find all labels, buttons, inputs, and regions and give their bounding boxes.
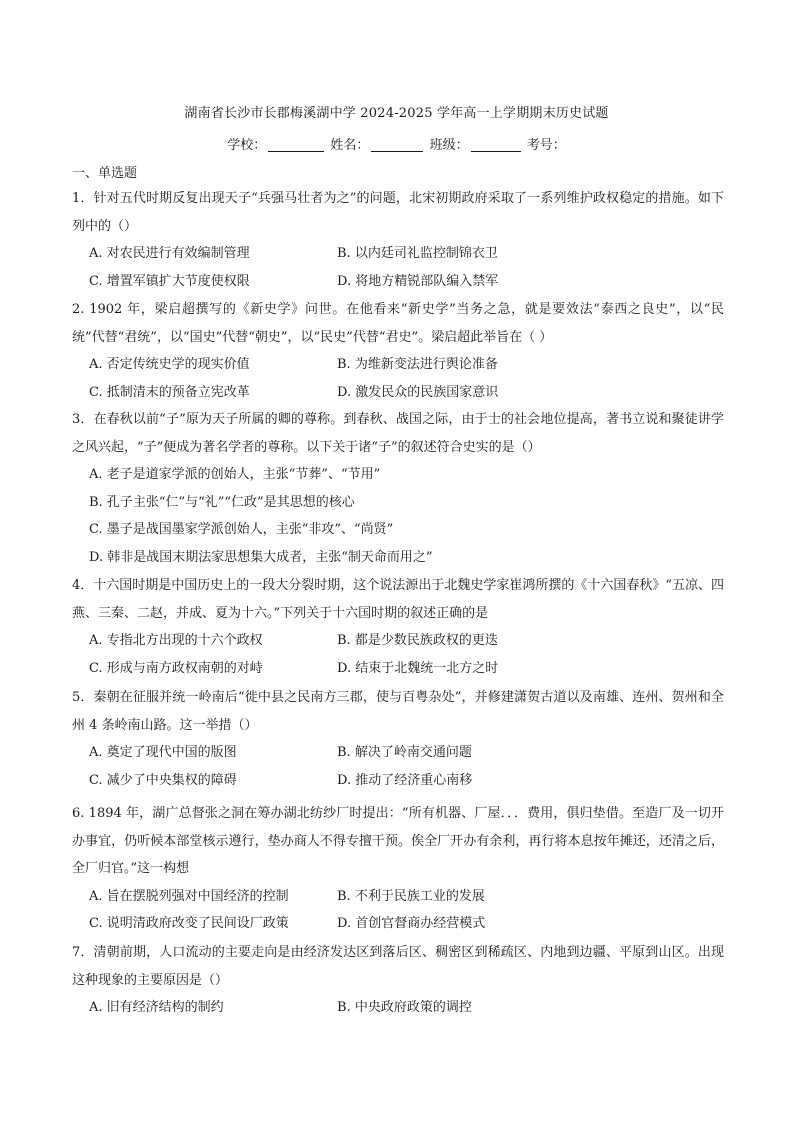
option-group [89,627,724,682]
option-c[interactable]: C. 减少了中央集权的障碍 [89,772,237,788]
question-2 [72,296,724,406]
option-a[interactable]: A. 否定传统史学的现实价值 [89,357,250,372]
school-blank[interactable] [268,137,324,152]
option-b[interactable]: B. 中央政府政策的调控 [337,1000,472,1015]
option-a[interactable]: A. 对农民进行有效编制管理 [89,246,250,261]
question-stem: 2. 1902 年，梁启超撰写的《新史学》问世。在他看来“新史学”当务之急，就是要效法“泰西之良史”，以“民统”代替“君统”，以“国史”代替“朝史”，以“民史”代替“君史”。梁启超此举旨在（ ） [72,302,724,345]
option-a[interactable]: A. 专指北方出现的十六个政权 [89,633,263,648]
question-3 [72,406,724,571]
option-d[interactable]: D. 结束于北魏统一北方之时 [337,660,499,676]
option-b[interactable]: B. 孔子主张“仁”与“礼”“仁政”是其思想的核心 [89,494,355,510]
option-d[interactable]: D. 推动了经济重心南移 [337,772,473,788]
option-b[interactable]: B. 都是少数民族政权的更迭 [337,633,498,648]
question-6 [72,800,724,938]
option-a[interactable]: A. 旨在摆脱列强对中国经济的控制 [89,888,289,904]
option-group [89,351,724,406]
name-label: 姓名： [330,138,370,153]
option-c[interactable]: C. 说明清政府改变了民间设厂政策 [89,916,289,931]
option-d[interactable]: D. 首创官督商办经营模式 [337,916,486,931]
option-b[interactable]: B. 解决了岭南交通问题 [337,745,472,760]
option-group [89,461,724,571]
option-a[interactable]: A. 旧有经济结构的制约 [89,1000,224,1015]
option-b[interactable]: B. 不利于民族工业的发展 [337,888,485,904]
question-7 [72,939,724,1022]
option-group [89,994,724,1022]
option-c[interactable]: C. 墨子是战国墨家学派创始人，主张“非攻”、“尚贤” [89,522,394,537]
option-d[interactable]: D. 将地方精锐部队编入禁军 [337,273,499,289]
option-c[interactable]: C. 形成与南方政权南朝的对峙 [89,660,263,676]
question-stem: 1．针对五代时期反复出现天子“兵强马壮者为之”的问题，北宋初期政府采取了一系列维护政权稳定的措施。如下列中的（） [72,191,724,234]
question-4 [72,572,724,682]
section-heading: 一、单选题 [72,166,138,181]
student-info-line [0,134,793,153]
name-blank[interactable] [371,137,423,152]
option-b[interactable]: B. 以内廷司礼监控制锦衣卫 [337,246,498,261]
option-group [89,739,724,794]
school-label: 学校： [227,138,267,153]
exam-title: 湖南省长沙市长郡梅溪湖中学 2024-2025 学年高一上学期期末历史试题 [184,106,609,121]
option-group [89,883,724,938]
question-1 [72,185,724,295]
question-5 [72,684,724,794]
option-d[interactable]: D. 激发民众的民族国家意识 [337,384,499,400]
question-stem: 5．秦朝在征服并统一岭南后“徙中县之民南方三郡，使与百粤杂处”，并修建潇贺古道以及南雄、连州、贺州和全州 4 条岭南山路。这一举措（） [72,690,724,733]
question-stem: 4．十六国时期是中国历史上的一段大分裂时期，这个说法源出于北魏史学家崔鸿所撰的《十六国春秋》“五凉、四燕、三秦、二赵，并成、夏为十六。”下列关于十六国时期的叙述正确的是 [72,578,724,621]
option-a[interactable]: A. 奠定了现代中国的版图 [89,745,237,760]
option-c[interactable]: C. 增置军镇扩大节度使权限 [89,273,250,289]
option-d[interactable]: D. 韩非是战国末期法家思想集大成者，主张“制天命而用之” [89,549,433,565]
option-b[interactable]: B. 为维新变法进行舆论准备 [337,357,498,372]
class-label: 班级： [429,138,469,153]
option-group [89,240,724,295]
question-stem: 6. 1894 年，湖广总督张之洞在筹办湖北纺纱厂时提出：“所有机器、厂屋．．．费用，俱归垫借。至造厂及一切开办事宜，仍听候本部堂核示遵行，垫办商人不得专擅干预。俟全厂开办有余利，再行将本息按年摊还，还清之后，全厂归官。”这一构想 [72,806,724,876]
class-blank[interactable] [471,137,521,152]
question-stem: 3．在春秋以前“子”原为天子所属的卿的尊称。到春秋、战国之际，由于士的社会地位提高，著书立说和聚徒讲学之风兴起，“子”便成为著名学者的尊称。以下关于诸“子”的叙述符合史实的是（） [72,412,724,455]
question-stem: 7．清朝前期，人口流动的主要走向是由经济发达区到落后区、稠密区到稀疏区、内地到边疆、平原到山区。出现这种现象的主要原因是（） [72,945,724,988]
option-a[interactable]: A. 老子是道家学派的创始人，主张“节葬”、“节用” [89,467,381,482]
option-c[interactable]: C. 抵制清末的预备立宪改革 [89,384,250,400]
exam-number-label: 考号： [526,138,566,153]
